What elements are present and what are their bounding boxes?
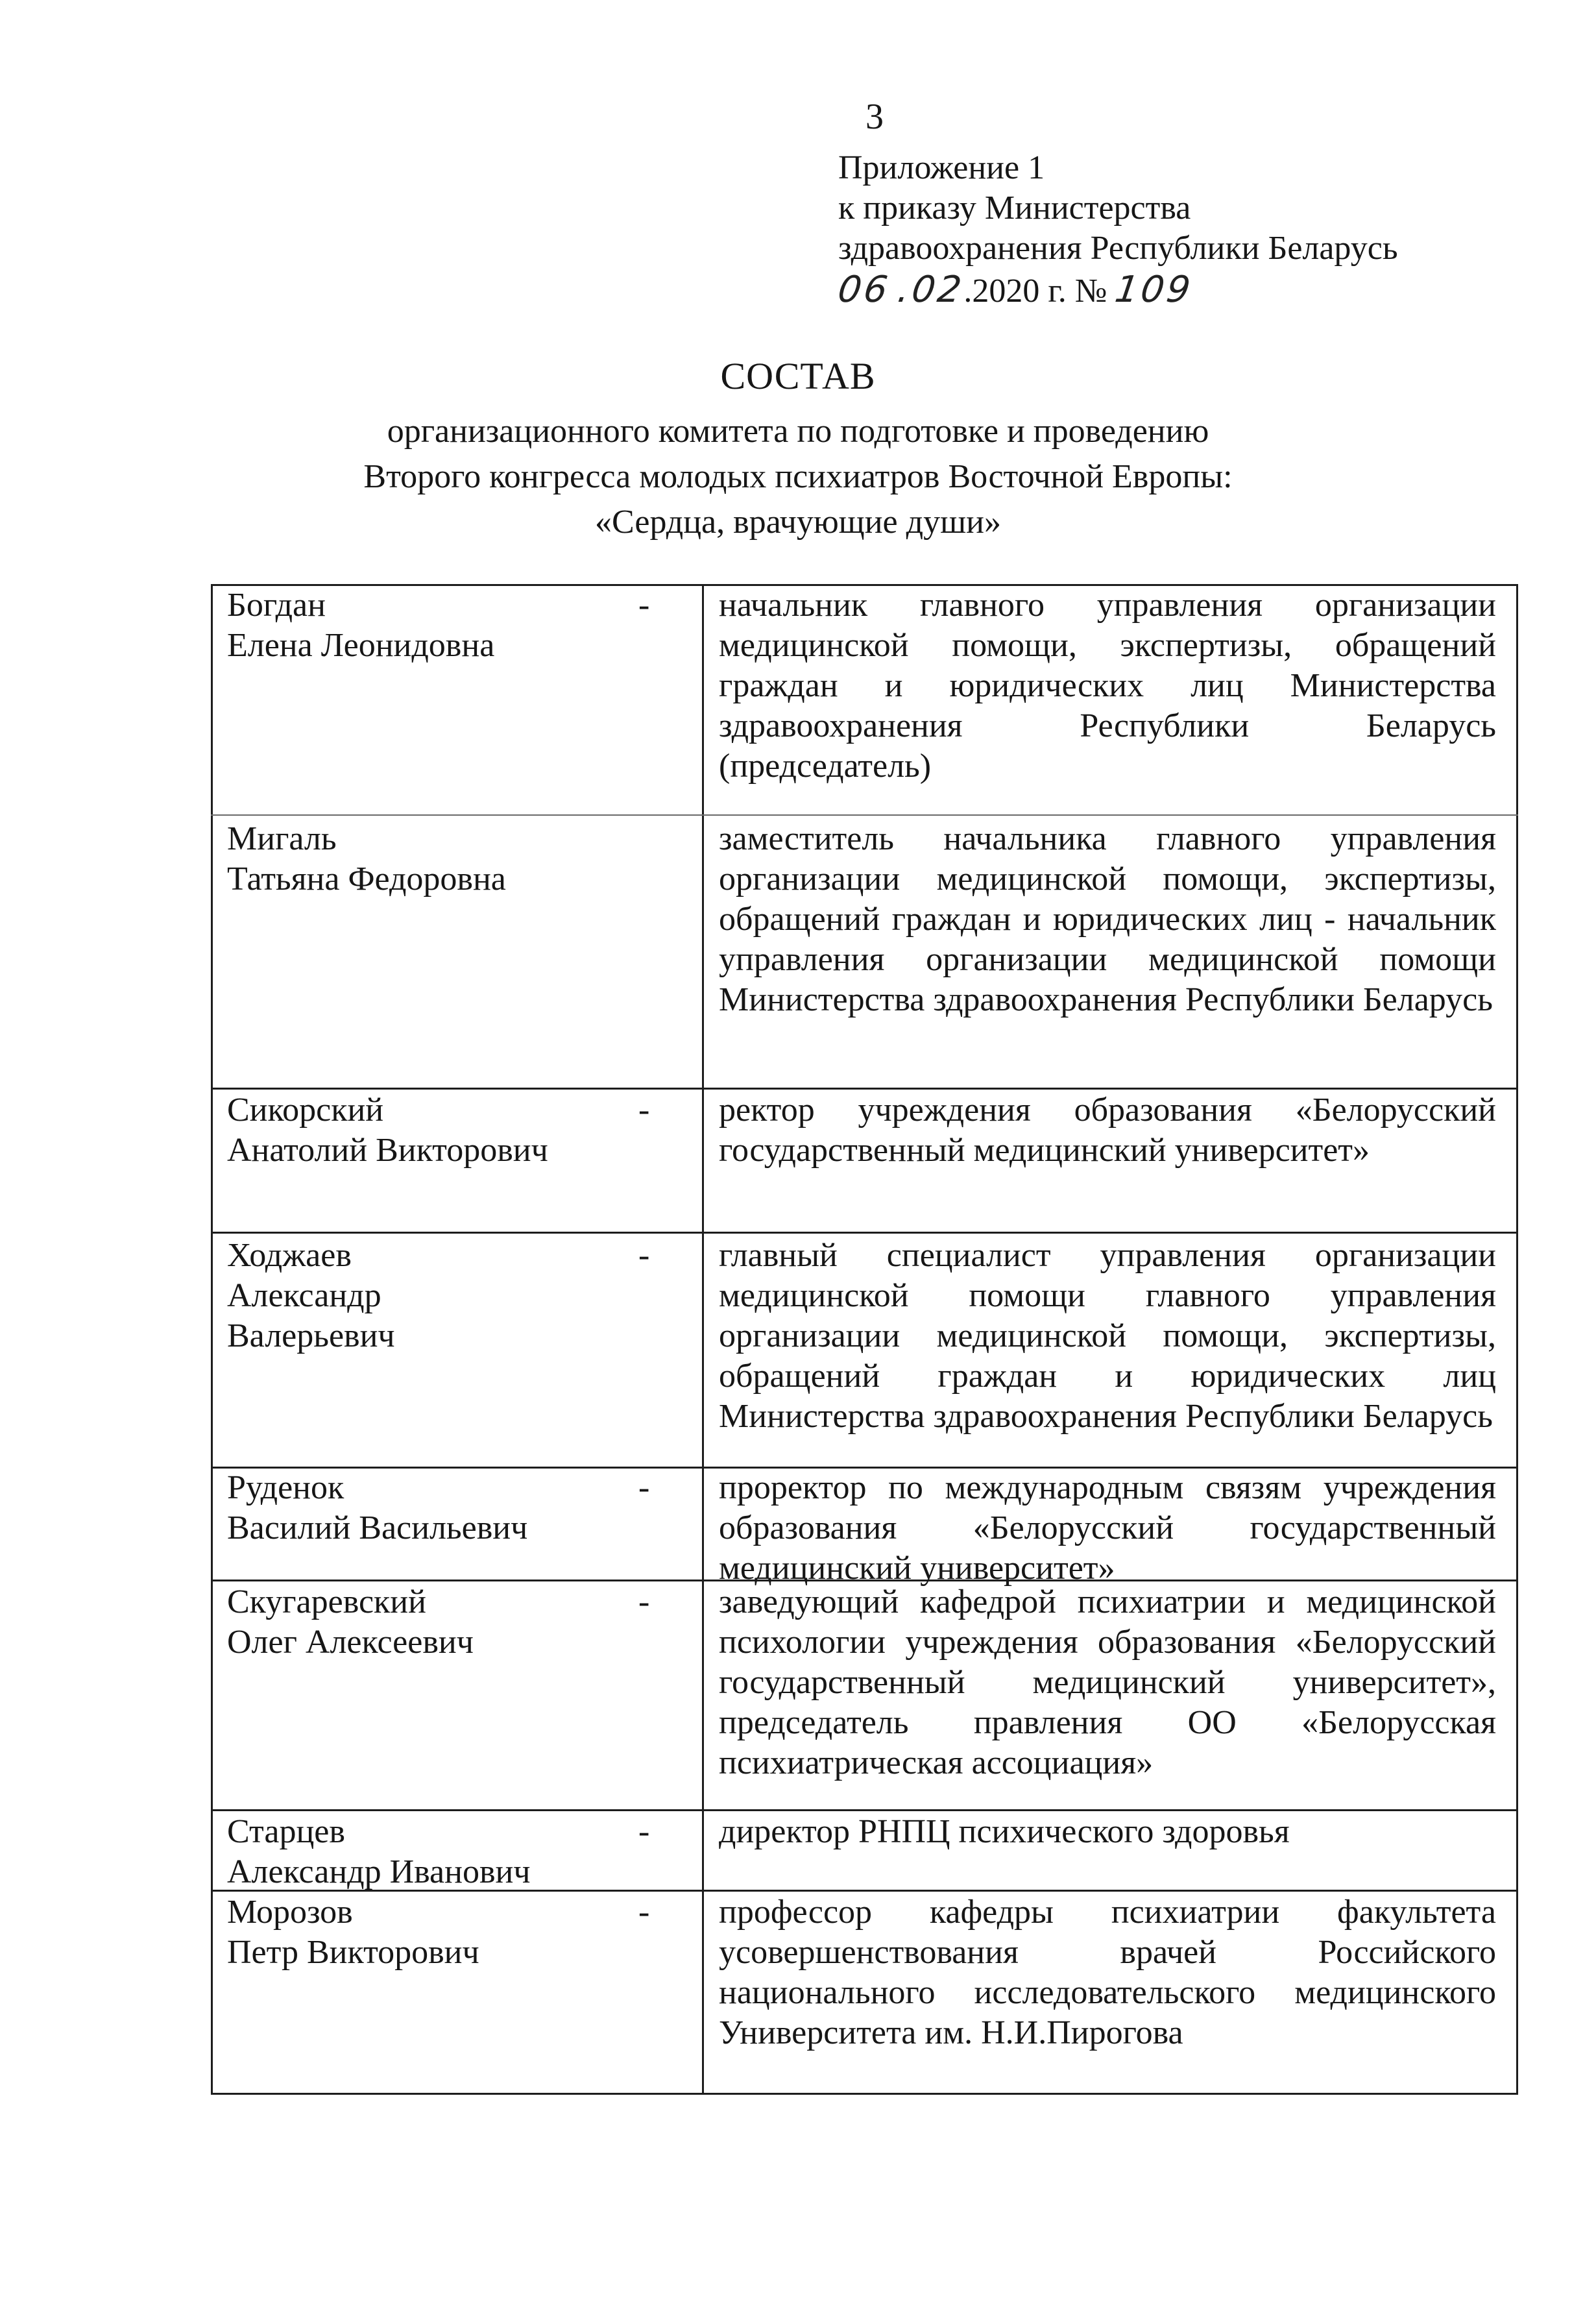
member-surname: Морозов bbox=[227, 1894, 353, 1931]
document-subtitle bbox=[0, 409, 1596, 545]
member-given-name: Александр bbox=[227, 1277, 381, 1314]
member-given-names: Петр Викторович bbox=[227, 1934, 479, 1971]
member-role: заведующий кафедрой психиатрии и медицинской психологии учреждения образования «Белорусский государственный медицинский университет», председатель правления ОО «Белорусская психиатрическая ассоциация» bbox=[719, 1583, 1496, 1781]
member-patronymic: Валерьевич bbox=[227, 1317, 395, 1354]
table-row-separator bbox=[211, 1809, 1518, 1811]
member-name bbox=[227, 1090, 548, 1171]
member-given-names: Александр Иванович bbox=[227, 1853, 531, 1890]
member-surname: Старцев bbox=[227, 1813, 345, 1850]
handwritten-order-number: 109 bbox=[1112, 269, 1196, 311]
member-surname: Мигаль bbox=[227, 820, 337, 857]
member-role: проректор по международным связям учреждения образования «Белорусский государственный медицинский университет» bbox=[719, 1469, 1496, 1587]
member-given-names: Василий Васильевич bbox=[227, 1509, 528, 1546]
member-dash: - bbox=[638, 1469, 650, 1506]
member-name bbox=[227, 1812, 531, 1892]
member-surname: Богдан bbox=[227, 587, 326, 624]
member-name bbox=[227, 1236, 395, 1356]
member-role: ректор учреждения образования «Белорусский государственный медицинский университет» bbox=[719, 1092, 1496, 1169]
member-surname: Руденок bbox=[227, 1469, 345, 1506]
member-role: профессор кафедры психиатрии факультета усовершенствования врачей Российского национального исследовательского медицинского Университета им. Н.И.Пирогова bbox=[719, 1894, 1496, 2051]
document-title: СОСТАВ bbox=[720, 355, 876, 397]
member-name bbox=[227, 819, 506, 899]
handwritten-month: .02 bbox=[895, 269, 967, 311]
member-dash: - bbox=[638, 1092, 650, 1128]
table-row-separator bbox=[211, 1232, 1518, 1234]
member-surname: Сикорский bbox=[227, 1092, 384, 1128]
table-row-separator bbox=[211, 1088, 1518, 1090]
member-name bbox=[227, 1892, 479, 1973]
member-name bbox=[227, 1582, 474, 1663]
member-dash: - bbox=[638, 1583, 650, 1620]
member-surname: Ходжаев bbox=[227, 1237, 352, 1274]
member-name bbox=[227, 1468, 527, 1548]
annex-ministry: здравоохранения Республики Беларусь bbox=[838, 230, 1398, 267]
member-given-names: Анатолий Викторович bbox=[227, 1132, 548, 1169]
table-column-divider bbox=[702, 584, 704, 2095]
member-given-names: Олег Алексеевич bbox=[227, 1624, 474, 1661]
page-number: 3 bbox=[865, 97, 884, 137]
member-role: главный специалист управления организации медицинской помощи главного управления организации медицинской помощи, экспертизы, обращений граждан и юридических лиц Министерства здравоохранения Республики Беларусь bbox=[719, 1237, 1496, 1435]
subtitle-line-2: Второго конгресса молодых психиатров Восточной Европы: bbox=[363, 458, 1233, 495]
member-role: заместитель начальника главного управления организации медицинской помощи, экспертизы, обращений граждан и юридических лиц - начальник управления организации медицинской помощи Министерства здравоохранения Республики Беларусь bbox=[719, 820, 1496, 1018]
member-dash: - bbox=[638, 1894, 650, 1931]
table-row-separator bbox=[211, 814, 1518, 816]
member-name bbox=[227, 585, 494, 666]
member-dash: - bbox=[638, 587, 650, 624]
subtitle-line-3: «Сердца, врачующие души» bbox=[595, 504, 1001, 541]
member-surname: Скугаревский bbox=[227, 1583, 426, 1620]
member-given-names: Елена Леонидовна bbox=[227, 627, 495, 664]
member-given-names: Татьяна Федоровна bbox=[227, 860, 506, 897]
member-role: директор РНПЦ психического здоровья bbox=[719, 1813, 1290, 1850]
subtitle-line-1: организационного комитета по подготовке и проведению bbox=[387, 413, 1209, 450]
annex-title: Приложение 1 bbox=[838, 149, 1045, 186]
member-role: начальник главного управления организации медицинской помощи, экспертизы, обращений граждан и юридических лиц Министерства здравоохранения Республики Беларусь (председатель) bbox=[719, 587, 1496, 785]
annex-header bbox=[835, 148, 1398, 311]
handwritten-day: 06 bbox=[835, 269, 893, 311]
member-dash: - bbox=[638, 1237, 650, 1274]
member-dash: - bbox=[638, 1813, 650, 1850]
annex-date-line bbox=[835, 269, 1398, 311]
printed-year: .2020 г. № bbox=[963, 273, 1107, 310]
annex-order-reference: к приказу Министерства bbox=[838, 189, 1191, 226]
